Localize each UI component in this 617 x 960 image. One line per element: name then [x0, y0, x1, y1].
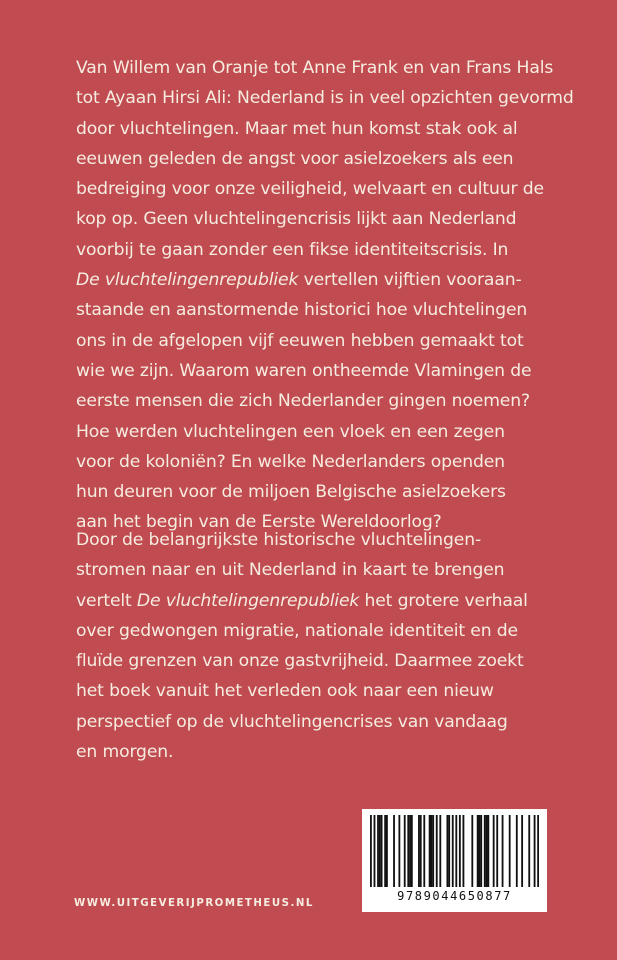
barcode-bar [379, 815, 381, 887]
description-paragraph-1 [76, 53, 574, 538]
barcode-bar [455, 815, 457, 887]
text-line: staande en aanstormende historici hoe vluchtelingen [76, 300, 528, 321]
barcode-bar [516, 815, 518, 887]
text-line: het boek vanuit het verleden ook naar een nieuw [76, 681, 494, 702]
barcode-bar [393, 815, 395, 887]
text-line: en morgen. [76, 742, 174, 763]
barcode-bar [521, 815, 523, 887]
barcode-bar [418, 815, 420, 887]
text-line: voorbij te gaan zonder een fikse identiteitscrisis. In [76, 239, 509, 260]
text-line: door vluchtelingen. Maar met hun komst stak ook al [76, 118, 518, 139]
barcode-bar [480, 815, 482, 887]
text-line: hun deuren voor de miljoen Belgische asielzoekers [76, 482, 506, 503]
text-line: aan het begin van de Eerste Wereldoorlog? [76, 512, 442, 533]
text-line: tot Ayaan Hirsi Ali: Nederland is in veel opzichten gevormd [76, 88, 574, 109]
barcode-bar [436, 815, 438, 887]
barcode-bar [420, 815, 422, 887]
text-line: Hoe werden vluchtelingen een vloek en een zegen [76, 421, 505, 442]
text-line: eerste mensen die zich Nederlander gingen noemen? [76, 391, 530, 412]
text-fragment: vertellen vijftien vooraan- [298, 270, 522, 291]
book-title-italic: De vluchtelingenrepubliek [136, 590, 360, 611]
barcode-bar [528, 815, 530, 887]
barcode-bar [386, 815, 388, 887]
barcode-bar [446, 815, 448, 887]
text-line: voor de koloniën? En welke Nederlanders openden [76, 451, 505, 472]
barcode-bar [411, 815, 413, 887]
text-line: bedreiging voor onze veiligheid, welvaart en cultuur de [76, 179, 544, 200]
barcode-bar [381, 815, 383, 887]
text-line: perspectief op de vluchtelingencrises van vandaag [76, 711, 508, 732]
barcode-bar [398, 815, 400, 887]
barcode-bar [509, 815, 511, 887]
isbn-barcode [362, 809, 547, 912]
barcode-bar [409, 815, 411, 887]
barcode-bar [384, 815, 386, 887]
text-line: Door de belangrijkste historische vluchtelingen- [76, 530, 482, 550]
barcode-bar [479, 815, 481, 887]
text-line: Van Willem van Oranje tot Anne Frank en van Frans Hals [76, 58, 554, 78]
barcode-bar [404, 815, 406, 887]
text-line: stromen naar en uit Nederland in kaart te brengen [76, 560, 505, 581]
barcode-bar [448, 815, 450, 887]
text-line [76, 265, 546, 295]
barcode-bar [374, 815, 376, 887]
text-line: fluïde grenzen van onze gastvrijheid. Daarmee zoekt [76, 651, 524, 672]
text-line: over gedwongen migratie, nationale identiteit en de [76, 620, 518, 641]
barcode-bar [496, 815, 498, 887]
text-line: wie we zijn. Waarom waren ontheemde Vlamingen de [76, 360, 532, 381]
barcode-bar [502, 815, 504, 887]
barcode-bar [439, 815, 441, 887]
barcode-bar [484, 815, 486, 887]
barcode-bar [459, 815, 461, 887]
barcode-bar [430, 815, 432, 887]
book-title-italic: De vluchtelingenrepubliek [76, 270, 299, 291]
barcode-bar [432, 815, 434, 887]
text-line: kop op. Geen vluchtelingencrisis lijkt aan Nederland [76, 209, 517, 230]
publisher-website[interactable]: WWW.UITGEVERIJPROMETHEUS.NL [74, 898, 314, 909]
barcode-bar [377, 815, 379, 887]
barcode-bar [477, 815, 479, 887]
barcode-bar [407, 815, 409, 887]
barcode-bar [423, 815, 425, 887]
barcode-bar [429, 815, 431, 887]
text-line: eeuwen geleden de angst voor asielzoekers als een [76, 148, 514, 169]
barcode-bar [486, 815, 488, 887]
isbn-number: 9789044650877 [397, 889, 512, 903]
text-line [76, 586, 546, 616]
text-fragment: het grotere verhaal [359, 590, 528, 611]
barcode-bar [487, 815, 489, 887]
barcode-bar [493, 815, 495, 887]
barcode-bars [370, 815, 539, 887]
barcode-bar [471, 815, 473, 887]
barcode-bar [463, 815, 465, 887]
text-fragment: vertelt [76, 590, 137, 611]
barcode-bar [452, 815, 454, 887]
barcode-bar [534, 815, 536, 887]
barcode-bar [537, 815, 539, 887]
barcode-bar [370, 815, 372, 887]
description-paragraph-2 [76, 525, 546, 767]
text-line: ons in de afgelopen vijf eeuwen hebben gemaakt tot [76, 330, 524, 351]
